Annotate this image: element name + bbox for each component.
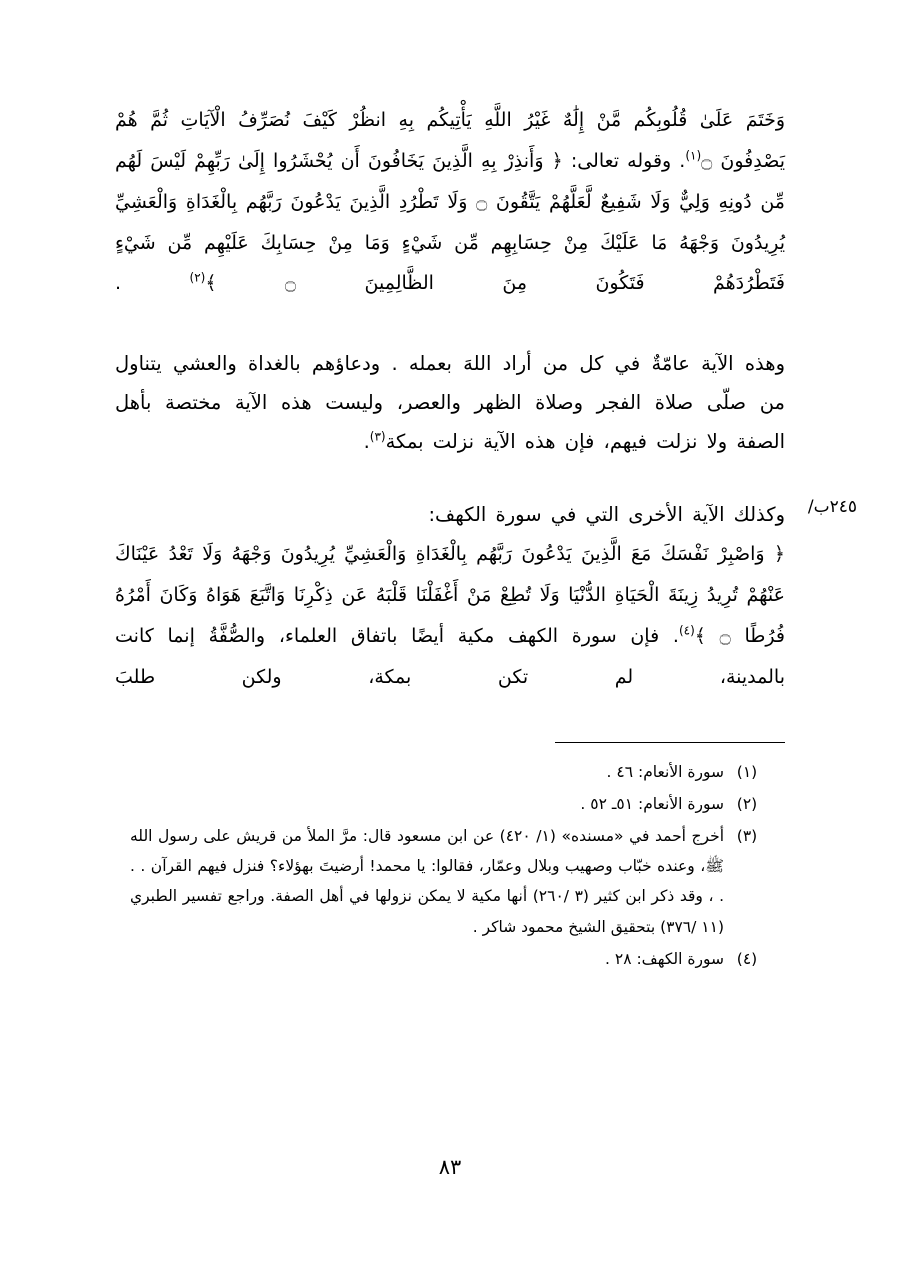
paragraph-1 [115,344,785,461]
footnote-separator-wrapper [115,712,785,757]
footnote-text: أخرج أحمد في «مسنده» (١/ ٤٢٠) عن ابن مسعود قال: مرَّ الملأ من قريش على رسول الله ﷺ، وعنده خبّاب وصهيب وبلال وعمّار، فقالوا: يا محمد! أرضيتَ بهؤلاء؟ فنزل فيهم القرآن . . . ، وقد ذكر ابن كثير (٣ /٢٦٠) أنها مكية لا يمكن نزولها في أهل الصفة. وراجع تفسير الطبري (١١ /٣٧٦) بتحقيق الشيخ محمود شاكر . [130,827,725,936]
footnote-text: سورة الكهف: ٢٨ . [605,949,724,968]
quran-text-1: وَخَتَمَ عَلَىٰ قُلُوبِكُم مَّنْ إِلَٰهٌ غَيْرُ اللَّهِ يَأْتِيكُم بِهِ انظُرْ كَيْفَ نُصَرِّفُ الْآيَاتِ ثُمَّ هُمْ يَصْدِفُونَ ۝ [115,109,785,172]
footnote-list [130,757,770,975]
footnote-number: (٣) [736,827,758,846]
footnote-number: (١) [736,762,758,781]
quran-text-2: ﴿ وَأَنذِرْ بِهِ الَّذِينَ يَخَافُونَ أَن يُحْشَرُوا إِلَىٰ رَبِّهِمْ لَيْسَ لَهُم مِّن دُونِهِ وَلِيٌّ وَلَا شَفِيعٌ لَّعَلَّهُمْ يَتَّقُونَ ۝ وَلَا تَطْرُدِ الَّذِينَ يَدْعُونَ رَبَّهُم بِالْغَدَاةِ وَالْعَشِيِّ يُرِيدُونَ وَجْهَهُ مَا عَلَيْكَ مِنْ حِسَابِهِم مِّن شَيْءٍ وَمَا مِنْ حِسَابِكَ عَلَيْهِم مِّن شَيْءٍ فَتَطْرُدَهُمْ فَتَكُونَ مِنَ الظَّالِمِينَ ۝ ﴾ [115,149,785,295]
footnote-ref-2[interactable]: (٢) [189,271,206,286]
paragraph-2-tail: . فإن سورة الكهف مكية أيضًا باتفاق العلماء، والصُّفَّةُ إنما كانت بالمدينة، لم تكن بمكة، ولكن طلبَ [115,624,785,688]
footnote-separator [555,742,785,743]
spacer [115,461,785,495]
footnote-item [130,789,770,819]
footnote-number: (٢) [736,794,758,813]
footnote-item [130,944,770,974]
footnote-number: (٤) [736,949,758,968]
quran-text-3: ﴿ وَاصْبِرْ نَفْسَكَ مَعَ الَّذِينَ يَدْعُونَ رَبَّهُم بِالْغَدَاةِ وَالْعَشِيِّ يُرِيدُونَ وَجْهَهُ وَلَا تَعْدُ عَيْنَاكَ عَنْهُمْ تُرِيدُ زِينَةَ الْحَيَاةِ الدُّنْيَا وَلَا تُطِعْ مَنْ أَغْفَلْنَا قَلْبَهُ عَن ذِكْرِنَا وَاتَّبَعَ هَوَاهُ وَكَانَ أَمْرُهُ فُرُطًا ۝ ﴾ [115,543,785,647]
footnote-ref-4[interactable]: (٤) [678,623,695,638]
quran-verse-block-1: وَخَتَمَ عَلَىٰ قُلُوبِكُم مَّنْ إِلَٰهٌ غَيْرُ اللَّهِ يَأْتِيكُم بِهِ انظُرْ كَيْفَ نُصَرِّفُ الْآيَاتِ ثُمَّ هُمْ يَصْدِفُونَ ۝$^{(١)}$. وقوله تعالى: ﴿ وَأَنذِرْ بِهِ الَّذِينَ يَخَافُونَ أَن يُحْشَرُوا إِلَىٰ رَبِّهِمْ لَيْسَ لَهُم مِّن دُونِهِ وَلِيٌّ وَلَا شَفِيعٌ لَّعَلَّهُمْ يَتَّقُونَ ۝ وَلَا تَطْرُدِ الَّذِينَ يَدْعُونَ رَبَّهُم بِالْغَدَاةِ وَالْعَشِيِّ يُرِيدُونَ وَجْهَهُ مَا عَلَيْكَ مِنْ حِسَابِهِم مِّن شَيْءٍ وَمَا مِنْ حِسَابِكَ عَلَيْهِم مِّن شَيْءٍ فَتَطْرُدَهُمْ فَتَكُونَ مِنَ الظَّالِمِينَ ۝ ﴾$^{(٢)}$ . [115,109,785,295]
paragraph-1-text: وهذه الآية عامّةٌ في كل من أراد اللهَ بعمله . ودعاؤهم بالغداة والعشي يتناول من صلّى صلاة الفجر وصلاة الظهر والعصر، وليست هذه الآية مختصة بأهل الصفة ولا نزلت فيهم، فإن هذه الآية نزلت بمكة [115,352,785,454]
spacer [115,318,785,344]
folio-marker: ٢٤٥ب/ [807,497,857,518]
footnote-ref-1[interactable]: (١) [685,148,702,163]
footnote-item [130,757,770,787]
footnote-text: سورة الأنعام: ٥١ـ ٥٢ . [580,794,724,813]
footnote-ref-3[interactable]: (٣) [369,429,386,444]
paragraph-2-lead [115,495,785,534]
paragraph-1-tail: . [363,430,370,454]
paragraph-2-lead-text: وكذلك الآية الأخرى التي في سورة الكهف: [428,503,785,527]
page-number: ٨٣ [438,1155,462,1179]
footnote-item [130,821,770,942]
footnote-text: سورة الأنعام: ٤٦ . [606,762,724,781]
quran-verse-block-3 [115,534,785,697]
intro-phrase: . وقوله تعالى: [570,149,686,172]
paragraph-2-wrapper [115,495,857,534]
